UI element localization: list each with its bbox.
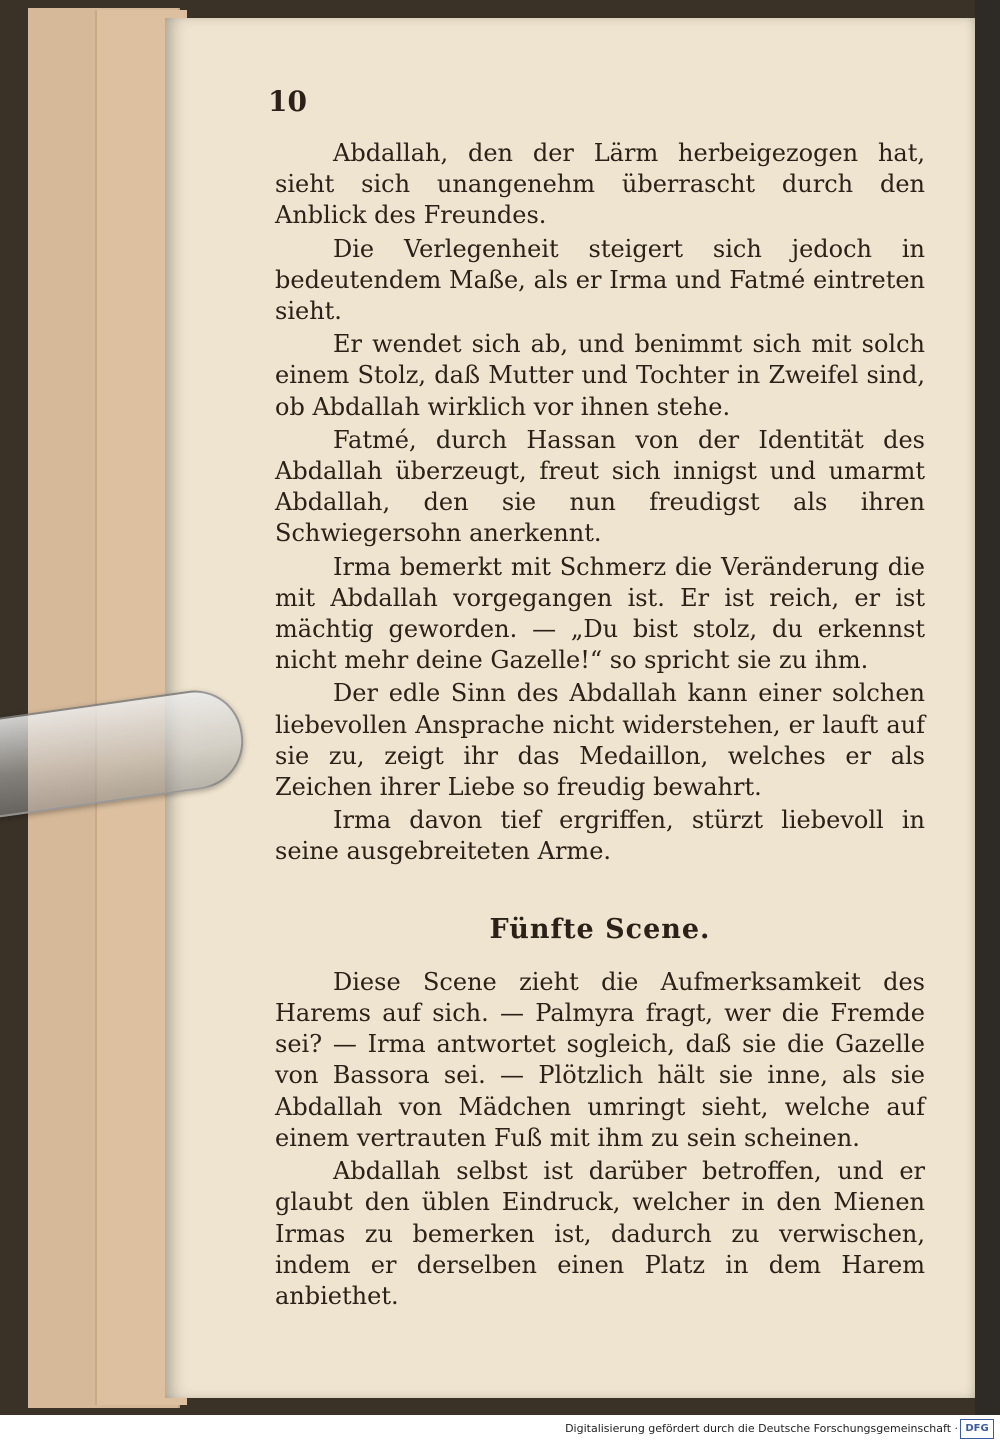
- dfg-logo: DFG: [960, 1419, 994, 1439]
- paragraph: Er wendet sich ab, und benimmt sich mit solch einem Stolz, daß Mutter und Tochter in Zweifel sind, ob Abdallah wirklich vor ihnen stehe.: [275, 330, 925, 421]
- paragraph: Der edle Sinn des Abdallah kann einer solchen liebevollen Ansprache nicht widerstehen, er lauft auf sie zu, zeigt ihr das Medaillon, welches er als Zeichen ihrer Liebe so freudig bewahrt.: [275, 679, 925, 802]
- paragraph: Die Verlegenheit steigert sich jedoch in bedeutendem Maße, als er Irma und Fatmé eintreten sieht.: [275, 234, 925, 326]
- paragraph: Abdallah selbst ist darüber betroffen, und er glaubt den üblen Eindruck, welcher in den Mienen Irmas zu bemerken ist, dadurch zu verwischen, indem er derselben einen Platz in dem Harem anbiethet.: [275, 1157, 925, 1310]
- footer-bar: [0, 1415, 1000, 1443]
- scene-heading: Fünfte Scene.: [489, 913, 711, 945]
- page-number: 10: [268, 85, 307, 118]
- paragraph: Diese Scene zieht die Aufmerksamkeit des Harems auf sich. — Palmyra fragt, wer die Fremde sei? — Irma antwortet sogleich, daß sie die Gazelle von Bassora sei. — Plötzlich hält sie inne, als sie Abdallah von Mädchen umringt sieht, welche auf einem vertrauten Fuß mit ihm zu sein scheinen.: [275, 967, 925, 1152]
- paragraph: Irma davon tief ergriffen, stürzt liebevoll in seine ausgebreiteten Arme.: [275, 806, 925, 866]
- footer-credit: Digitalisierung gefördert durch die Deutsche Forschungsgemeinschaft ·: [565, 1422, 958, 1435]
- paragraph: Irma bemerkt mit Schmerz die Veränderung die mit Abdallah vorgegangen ist. Er ist reich, er ist mächtig geworden. — „Du bist stolz, du erkennst nicht mehr deine Gazelle!“ so spricht sie zu ihm.: [275, 552, 925, 675]
- paragraph: Fatmé, durch Hassan von der Identität des Abdallah überzeugt, freut sich innigst und umarmt Abdallah, den sie nun freudigst als ihren Schwiegersohn anerkennt.: [275, 425, 925, 548]
- background-strip: [975, 0, 1000, 1415]
- page-text: [275, 138, 925, 1312]
- paragraph: Abdallah, den der Lärm herbeigezogen hat, sieht sich unangenehm überrascht durch den Anblick des Freundes.: [275, 139, 925, 230]
